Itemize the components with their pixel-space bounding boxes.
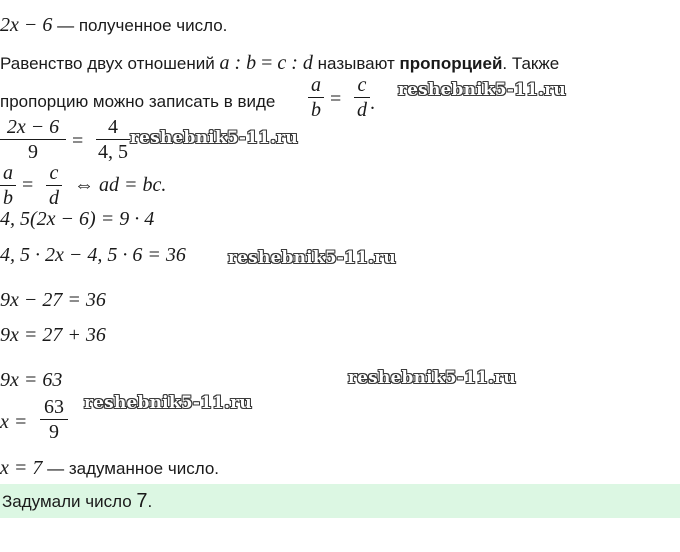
equation-lhs: x = <box>0 411 28 433</box>
denominator: 9 <box>28 141 38 163</box>
math-expression: 2x − 6 <box>0 14 53 36</box>
fraction-bar <box>354 97 370 98</box>
denominator: d <box>49 187 59 209</box>
text: — задуманное число. <box>42 459 219 478</box>
ratio-cd: c : d <box>277 52 313 74</box>
fraction-right <box>96 116 130 163</box>
fraction-bar <box>0 185 16 186</box>
equals-sign: = <box>72 130 84 152</box>
fraction-left <box>0 116 66 163</box>
numerator: 63 <box>44 396 64 418</box>
equals-sign: = <box>330 88 342 110</box>
numerator: c <box>49 162 59 184</box>
fraction-63-9 <box>40 396 68 443</box>
watermark: reshebnik5-11.ru <box>228 248 396 268</box>
denominator: b <box>3 187 13 209</box>
fraction-bar <box>308 97 324 98</box>
fraction-bar <box>46 185 62 186</box>
equals-sign: = <box>22 174 34 196</box>
answer-box <box>0 484 680 518</box>
solution-line <box>0 457 219 479</box>
term-proportion: пропорцией <box>399 54 503 73</box>
denominator: 4, 5 <box>98 141 128 163</box>
answer-period: . <box>147 492 153 511</box>
answer-value: 7 <box>136 490 148 512</box>
ratio-ab: a : b <box>219 52 257 74</box>
watermark: reshebnik5-11.ru <box>130 128 298 148</box>
equation-step: 4, 5 · 2x − 4, 5 · 6 = 36 <box>0 244 186 266</box>
fraction-a-b <box>0 162 16 209</box>
watermark: reshebnik5-11.ru <box>348 368 516 388</box>
equation-step: 9x = 63 <box>0 369 63 391</box>
math-expression: x = 7 <box>0 457 43 479</box>
numerator: a <box>3 162 13 184</box>
fraction-bar <box>96 139 130 140</box>
equation-step: 9x = 27 + 36 <box>0 324 106 346</box>
fraction-a-b <box>308 74 324 121</box>
fraction-bar <box>40 419 68 420</box>
fraction-c-d <box>354 74 370 121</box>
definition-line <box>0 52 559 74</box>
equation-step: 4, 5(2x − 6) = 9 · 4 <box>0 208 155 230</box>
answer-text <box>2 491 152 512</box>
watermark: reshebnik5-11.ru <box>398 80 566 100</box>
denominator: 9 <box>49 421 59 443</box>
proportion-text: пропорцию можно записать в виде <box>0 92 276 111</box>
text: — полученное число. <box>52 16 228 35</box>
proportion-property: ⇔ ad = bc. <box>74 174 167 196</box>
result-line <box>0 14 227 36</box>
text: Равенство двух отношений <box>0 54 220 73</box>
fraction-bar <box>0 139 66 140</box>
numerator: c <box>357 74 367 96</box>
equation-step: 9x − 27 = 36 <box>0 289 106 311</box>
numerator: 2x − 6 <box>6 116 60 138</box>
answer-label: Задумали число <box>2 492 137 511</box>
denominator: b <box>311 99 321 121</box>
text: называют <box>312 54 400 73</box>
denominator: d <box>357 99 367 121</box>
numerator: a <box>311 74 321 96</box>
period: . <box>370 92 375 114</box>
fraction-c-d <box>46 162 62 209</box>
numerator: 4 <box>108 116 118 138</box>
equals-sign: = <box>256 52 278 74</box>
watermark: reshebnik5-11.ru <box>84 393 252 413</box>
text: . Также <box>502 54 560 73</box>
